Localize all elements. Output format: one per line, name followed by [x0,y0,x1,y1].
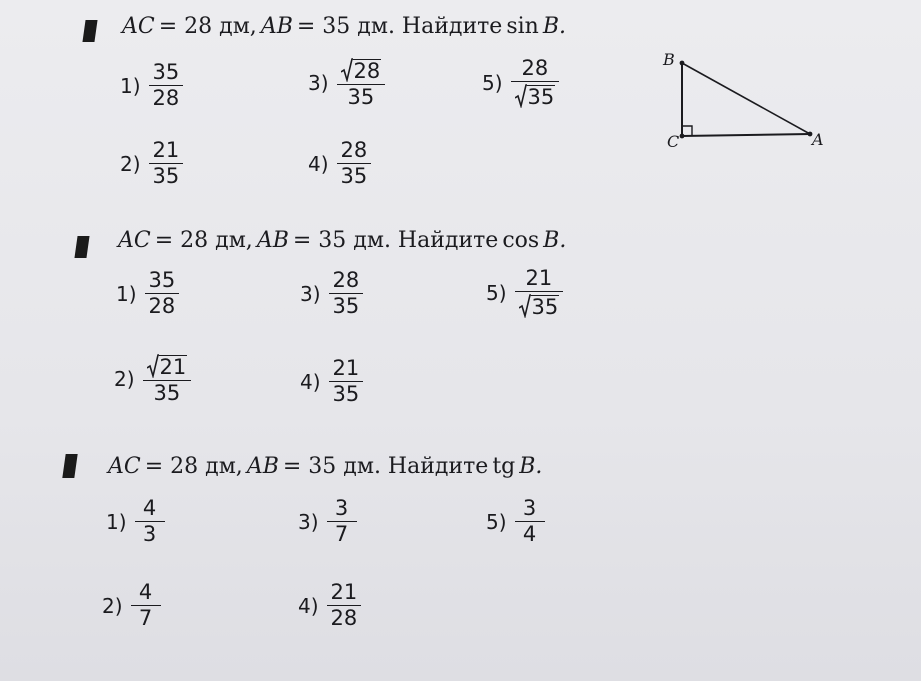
answer-option[interactable] [300,356,363,407]
answer-option[interactable] [298,496,357,547]
answer-option[interactable] [114,352,191,406]
fraction [143,352,192,406]
denominator: 35 [153,381,181,405]
option-number: 2) [102,593,123,618]
denominator: 35 [152,164,180,188]
vertex-label-c: C [667,132,680,151]
vertex-b-dot [680,61,685,66]
option-number: 2) [120,151,141,176]
ac-value: = 28 дм, [154,228,253,253]
target-angle: B. [519,454,543,479]
option-number: 4) [298,593,319,618]
denominator: 28 [148,294,176,318]
trig-function: cos [502,228,540,253]
radical-sign-icon [147,354,159,378]
option-number: 2) [114,367,135,391]
numerator: 4 [142,496,157,520]
answer-option[interactable] [102,580,161,631]
denominator: 35 [340,164,368,188]
denominator: 4 [522,522,537,546]
fraction [511,56,560,110]
answer-option[interactable] [120,60,183,111]
ab-value: = 35 дм. Найдите [292,228,499,253]
numerator: 21 [330,580,358,604]
question-text [122,14,566,39]
fraction [329,268,364,319]
numerator: 28 [521,56,549,80]
segment-ab: AB [246,454,279,479]
option-number: 5) [482,71,503,95]
problem-marker [62,454,77,478]
answer-option[interactable] [486,496,545,547]
ab-value: = 35 дм. Найдите [296,14,503,39]
denominator: 35 [527,85,555,109]
vertex-c-dot [680,134,685,139]
answer-option[interactable] [308,56,385,110]
segment-ab: AB [260,14,293,39]
denominator: 7 [138,606,153,630]
fraction [329,356,364,407]
trig-function: sin [506,14,539,39]
denominator: 28 [330,606,358,630]
denominator: 28 [152,86,180,110]
numerator: 3 [334,496,349,520]
answer-option[interactable] [482,56,559,110]
answer-option[interactable] [308,138,371,189]
trig-function: tg [492,454,516,479]
question-text [108,454,542,479]
sqrt-symbol [515,84,556,108]
denominator: 35 [531,295,559,319]
denominator: 3 [142,522,157,546]
numerator: 3 [522,496,537,520]
fraction [515,266,564,320]
answer-option[interactable] [486,266,563,320]
option-number: 1) [106,509,127,534]
answer-option[interactable] [120,138,183,189]
option-number: 4) [300,369,321,394]
denominator: 35 [332,382,360,406]
target-angle: B. [543,228,567,253]
fraction [131,580,161,631]
fraction [327,580,362,631]
fraction [135,496,165,547]
denominator: 35 [347,85,375,109]
radical-sign-icon [519,294,531,318]
target-angle: B. [542,14,566,39]
sqrt-symbol [341,58,382,82]
option-number: 5) [486,509,507,534]
segment-ac: AC [122,14,155,39]
fraction [149,60,184,111]
numerator: 28 [340,138,368,162]
problem-marker [82,20,97,42]
option-number: 1) [120,73,141,98]
numerator: 35 [148,268,176,292]
answer-option[interactable] [116,268,179,319]
ac-value: = 28 дм, [158,14,257,39]
fraction [327,496,357,547]
numerator: 4 [138,580,153,604]
sqrt-symbol [147,354,188,378]
fraction [515,496,545,547]
sqrt-symbol [519,294,560,318]
option-number: 3) [298,509,319,534]
ac-value: = 28 дм, [144,454,243,479]
answer-option[interactable] [106,496,165,547]
numerator: 28 [332,268,360,292]
fraction [337,56,386,110]
hypotenuse-ab [682,63,810,134]
numerator: 21 [525,266,553,290]
problem-marker [74,236,89,258]
radical-sign-icon [341,58,353,82]
answer-option[interactable] [298,580,361,631]
numerator: 21 [152,138,180,162]
option-number: 3) [300,281,321,306]
leg-ca [682,134,810,136]
answer-option[interactable] [300,268,363,319]
denominator: 7 [334,522,349,546]
vertex-label-a: A [812,130,824,149]
segment-ab: AB [256,228,289,253]
option-number: 5) [486,281,507,305]
question-text [118,228,566,253]
triangle-figure [655,48,835,158]
numerator: 21 [159,355,187,379]
segment-ac: AC [108,454,141,479]
fraction [337,138,372,189]
fraction [149,138,184,189]
option-number: 1) [116,281,137,306]
numerator: 35 [152,60,180,84]
radical-sign-icon [515,84,527,108]
numerator: 21 [332,356,360,380]
fraction [145,268,180,319]
right-triangle-diagram [655,48,835,158]
ab-value: = 35 дм. Найдите [282,454,489,479]
option-number: 4) [308,151,329,176]
segment-ac: AC [118,228,151,253]
option-number: 3) [308,71,329,95]
denominator: 35 [332,294,360,318]
numerator: 28 [353,59,381,83]
vertex-label-b: B [663,50,675,69]
